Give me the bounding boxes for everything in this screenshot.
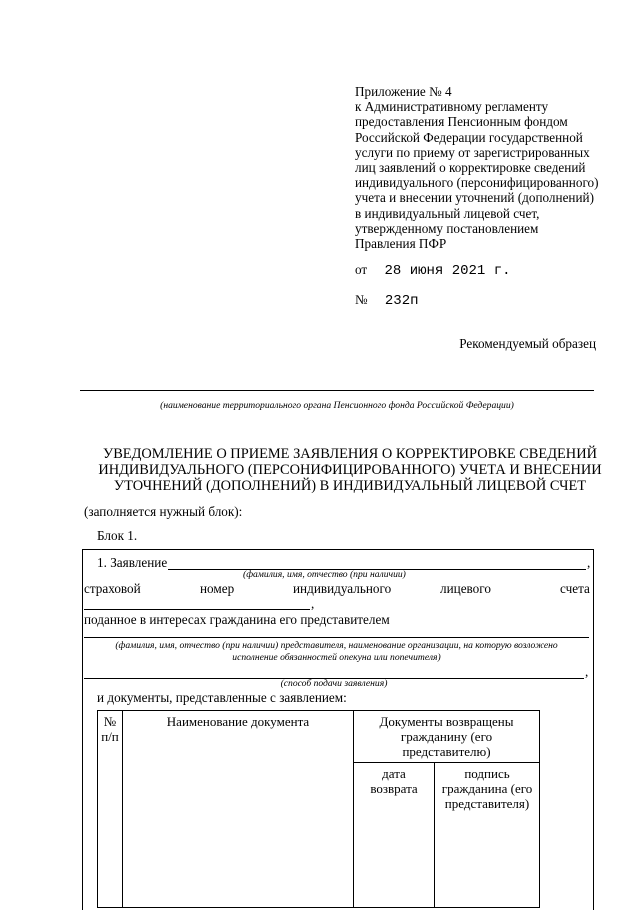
title-line: ИНДИВИДУАЛЬНОГО (ПЕРСОНИФИЦИРОВАННОГО) УЧЕТА И ВНЕСЕНИИ <box>98 462 602 479</box>
method-caption: (способ подачи заявления) <box>280 678 388 689</box>
col-document-name-header: Наименование документа <box>123 711 354 908</box>
documents-text: и документы, представленные с заявлением: <box>97 690 347 705</box>
representative-line <box>84 637 589 638</box>
document-title <box>60 446 640 495</box>
rep-caption-line: (фамилия, имя, отчество (при наличии) представителя, наименование организации, на которую возложено <box>115 640 558 651</box>
title-line: УВЕДОМЛЕНИЕ О ПРИЕМЕ ЗАЯВЛЕНИЯ О КОРРЕКТИРОВКЕ СВЕДЕНИЙ <box>103 446 597 462</box>
rep-caption-line: исполнение обязанностей опекуна или попечителя) <box>232 652 441 663</box>
account-word: счета <box>560 581 590 596</box>
fill-note: (заполняется нужный блок): <box>84 504 243 519</box>
documents-table <box>97 710 540 908</box>
statement-label: 1. Заявление <box>97 555 168 570</box>
comma: , <box>311 596 315 611</box>
order-number <box>355 292 419 309</box>
appendix-line: предоставления Пенсионным фондом <box>355 114 568 130</box>
territorial-line <box>80 390 594 391</box>
account-word: номер <box>200 581 235 596</box>
account-word: индивидуального <box>293 581 392 596</box>
col-returned-header: Документы возвращены гражданину (его представителю) <box>354 711 540 763</box>
appendix-line: Российской Федерации государственной <box>355 129 583 145</box>
territorial-caption: (наименование территориального органа Пенсионного фонда Российской Федерации) <box>160 400 514 411</box>
account-word: лицевого <box>440 581 491 596</box>
appendix-line: утвержденному постановлением <box>355 220 539 236</box>
block-label: Блок 1. <box>97 528 138 543</box>
col-number-line: п/п <box>101 729 119 744</box>
appendix-line: учета и внесении уточнений (дополнений) <box>355 190 594 206</box>
appendix-line: услуги по приему от зарегистрированных <box>355 144 590 160</box>
col-signature-header: подпись гражданина (его представителя) <box>435 763 540 908</box>
number-value: 232п <box>384 293 419 309</box>
title-line: УТОЧНЕНИЙ (ДОПОЛНЕНИЙ) В ИНДИВИДУАЛЬНЫЙ ЛИЦЕВОЙ СЧЕТ <box>113 478 587 495</box>
account-number-line <box>84 609 310 610</box>
fio-caption: (фамилия, имя, отчество (при наличии) <box>243 569 406 580</box>
order-date <box>355 262 511 279</box>
appendix-line: в индивидуальный лицевой счет, <box>355 205 540 221</box>
account-word: страховой <box>84 581 141 596</box>
submitted-text: поданное в интересах гражданина его представителем <box>84 612 390 627</box>
number-prefix: № <box>355 292 368 307</box>
appendix-header <box>355 84 625 251</box>
appendix-line: к Административному регламенту <box>355 99 549 115</box>
table-header-row <box>98 711 540 763</box>
date-value: 28 июня 2021 г. <box>384 263 511 279</box>
appendix-line: индивидуального (персонифицированного) <box>355 175 599 191</box>
date-prefix: от <box>355 262 368 277</box>
appendix-line: Правления ПФР <box>355 236 447 252</box>
col-return-date-header: дата возврата <box>354 763 435 908</box>
representative-caption <box>84 640 589 664</box>
col-number-line: № <box>103 714 117 729</box>
recommended-sample: Рекомендуемый образец <box>459 336 596 351</box>
comma: , <box>587 555 591 570</box>
comma: , <box>585 664 589 679</box>
appendix-line: Приложение № 4 <box>355 84 452 99</box>
col-number-header <box>98 711 123 908</box>
appendix-line: лиц заявлений о корректировке сведений <box>355 160 586 176</box>
